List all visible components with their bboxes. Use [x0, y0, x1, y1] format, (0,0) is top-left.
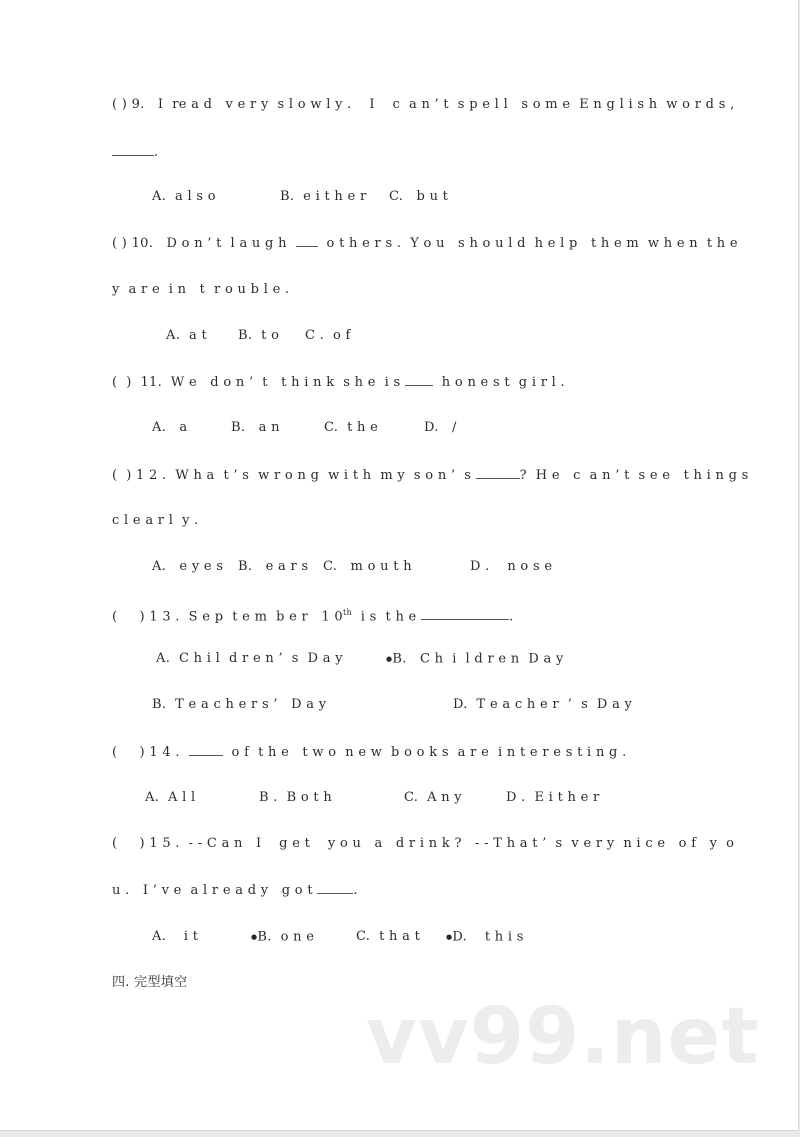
question-10-end: o t h e r s . Y o u s h o u l d h e l p t h e m w h e n t h e	[326, 236, 738, 251]
option-13d: D. T e a c h e r ’ s D a y	[453, 697, 633, 712]
sentence-end: .	[509, 609, 514, 625]
question-12-text	[112, 467, 749, 484]
option-15b-label: B. o n e	[257, 929, 315, 945]
sentence-end: .	[353, 883, 358, 898]
question-14-start: ( ) 1 4 .	[112, 745, 180, 760]
question-13-text	[112, 605, 513, 625]
option-15c: C. t h a t	[356, 929, 421, 944]
question-14-text	[112, 744, 627, 761]
bullet-dot-icon: ●	[446, 933, 453, 941]
question-15-start: u . I ’ v e a l r e a d y g o t	[112, 883, 313, 898]
option-13a: A. C h i l d r e n ’ s D a y	[156, 651, 343, 666]
question-13-middle: i s t h e	[351, 609, 417, 625]
watermark: vv99.net	[366, 992, 760, 1082]
answer-blank	[421, 608, 509, 620]
option-15b	[251, 929, 314, 946]
question-11-end: h o n e s t g i r l .	[441, 375, 565, 390]
option-9a: A. a l s o	[152, 189, 216, 204]
question-10-text	[112, 235, 738, 252]
option-11c: C. t h e	[324, 420, 379, 435]
question-9-continuation	[112, 144, 158, 161]
section-4-title: 四. 完型填空	[112, 975, 188, 990]
option-14c: C. A n y	[404, 790, 462, 805]
question-15-continuation	[112, 882, 358, 899]
question-11-text	[112, 374, 565, 391]
question-11-start: ( ) 11. W e d o n ’ t t h i n k s h e i s	[112, 375, 401, 390]
option-13b	[386, 651, 564, 668]
option-9b: B. e i t h e r	[280, 189, 367, 204]
answer-blank	[405, 374, 433, 386]
bullet-dot-icon: ●	[251, 933, 258, 941]
sentence-end: .	[154, 145, 159, 160]
option-14a: A. A l l	[145, 790, 196, 805]
answer-blank	[189, 744, 223, 756]
option-10b: B. t o	[238, 328, 280, 343]
question-10-continuation: y a r e i n t r o u b l e .	[112, 282, 290, 297]
option-12b: B. e a r s	[238, 559, 309, 574]
answer-blank	[296, 235, 318, 247]
answer-blank	[476, 467, 520, 479]
ordinal-suffix: th	[342, 608, 352, 617]
option-10a: A. a t	[166, 328, 207, 343]
question-12-start: ( ) 1 2 . W h a t ’ s w r o n g w i t h m y s o n ’ s	[112, 468, 472, 483]
option-15d	[446, 929, 524, 946]
question-13-start: ( ) 1 3 . S e p t e m b e r 1 0	[112, 609, 343, 625]
question-12-continuation: c l e a r l y .	[112, 513, 199, 528]
option-12c: C. m o u t h	[323, 559, 412, 574]
option-11a: A. a	[152, 420, 188, 435]
option-15d-label: D. t h i s	[452, 929, 524, 945]
bullet-dot-icon: ●	[386, 655, 393, 663]
question-9-text: ( ) 9. I re a d v e r y s l o w l y . I c a n ’ t s p e l l s o m e E n g l i s h w o r d s ,	[112, 97, 735, 112]
answer-blank	[317, 882, 353, 894]
option-15a: A. i t	[152, 929, 199, 944]
option-11d: D. /	[424, 420, 457, 435]
option-12d: D . n o s e	[470, 559, 553, 574]
question-14-end: o f t h e t w o n e w b o o k s a r e i n t e r e s t i n g .	[231, 745, 627, 760]
option-10c: C . o f	[305, 328, 351, 343]
option-14b: B . B o t h	[259, 790, 333, 805]
option-12a: A. e y e s	[152, 559, 224, 574]
option-13c: B. T e a c h e r s ’ D a y	[152, 697, 327, 712]
answer-blank	[112, 144, 154, 156]
question-12-end: ? H e c a n ’ t s e e t h i n g s	[519, 468, 749, 483]
question-15-text: ( ) 1 5 . - - C a n I g e t y o u a d r i n k ? - - T h a t ’ s v e r y n i c e o f y o	[112, 836, 735, 851]
option-9c: C. b u t	[389, 189, 449, 204]
option-11b: B. a n	[231, 420, 280, 435]
option-13b-label: B. C h i l d r e n D a y	[392, 651, 564, 667]
option-14d: D . E i t h e r	[506, 790, 600, 805]
question-10-start: ( ) 10. D o n ’ t l a u g h	[112, 236, 287, 251]
